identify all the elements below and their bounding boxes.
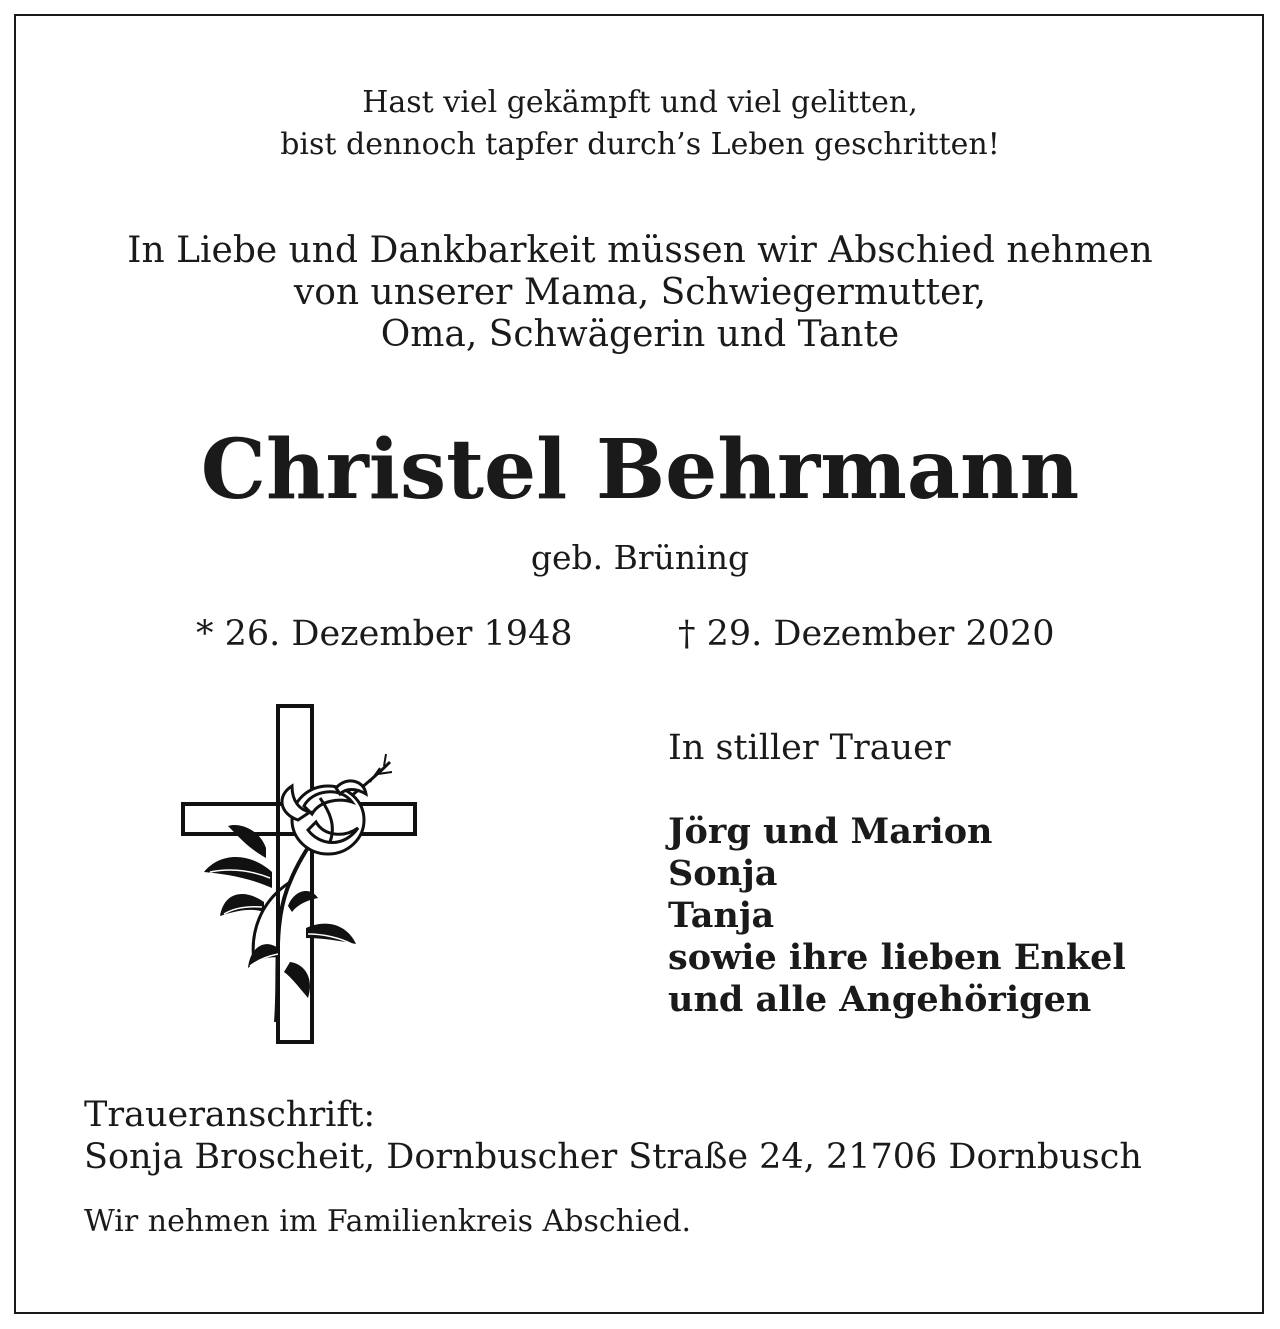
intro-text bbox=[0, 230, 1280, 356]
verse-line: Hast viel gekämpft und viel gelitten, bbox=[362, 85, 918, 120]
death-date: † 29. Dezember 2020 bbox=[678, 614, 1055, 654]
list-item: Jörg und Marion bbox=[668, 811, 993, 852]
address-label: Traueranschrift: bbox=[84, 1095, 376, 1135]
list-item: sowie ihre lieben Enkel bbox=[668, 937, 1126, 978]
mourner-list bbox=[668, 811, 1126, 1021]
birth-date: * 26. Dezember 1948 bbox=[196, 614, 573, 654]
list-item: Tanja bbox=[668, 895, 775, 936]
closing-note: Wir nehmen im Familienkreis Abschied. bbox=[84, 1204, 692, 1239]
list-item: und alle Angehörigen bbox=[668, 979, 1092, 1020]
birth-name: geb. Brüning bbox=[530, 538, 750, 577]
intro-line: von unserer Mama, Schwiegermutter, bbox=[293, 272, 987, 313]
mourning-address bbox=[84, 1094, 1142, 1178]
list-item: Sonja bbox=[668, 853, 778, 894]
deceased-name: Christel Behrmann bbox=[200, 422, 1080, 518]
address-value: Sonja Broscheit, Dornbuscher Straße 24, 21706 Dornbusch bbox=[84, 1137, 1142, 1177]
cross-with-rose-icon bbox=[180, 702, 420, 1048]
mourning-heading: In stiller Trauer bbox=[668, 728, 951, 768]
intro-line: In Liebe und Dankbarkeit müssen wir Abschied nehmen bbox=[127, 230, 1153, 271]
intro-line: Oma, Schwägerin und Tante bbox=[380, 314, 900, 355]
verse bbox=[0, 82, 1280, 166]
verse-line: bist dennoch tapfer durch’s Leben geschritten! bbox=[280, 127, 1000, 162]
